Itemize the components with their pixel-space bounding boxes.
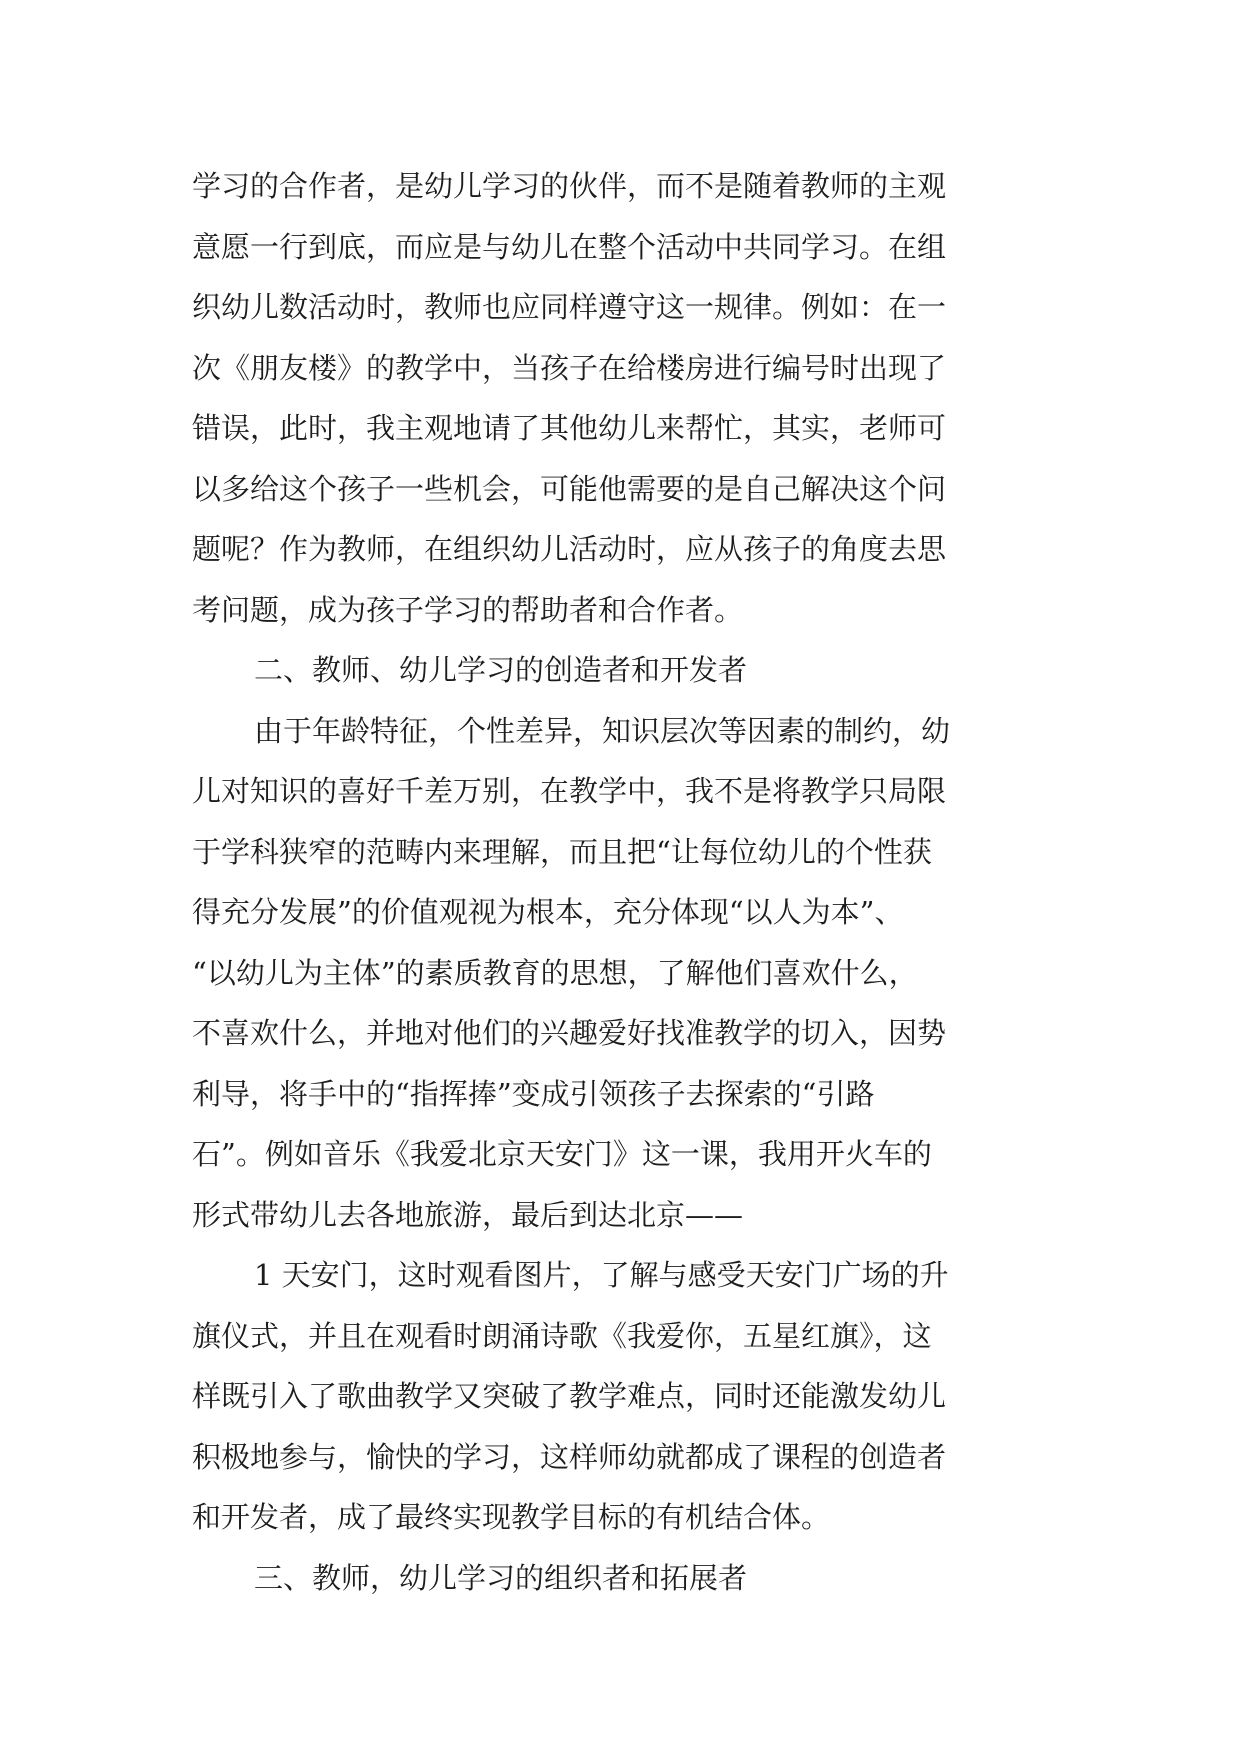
body-text <box>192 156 1052 1608</box>
text-line: 儿对知识的喜好千差万别，在教学中，我不是将教学只局限 <box>192 774 947 808</box>
text-line: 1 天安门，这时观看图片，了解与感受天安门广场的升 <box>254 1258 949 1292</box>
text-line: 错误，此时，我主观地请了其他幼儿来帮忙，其实，老师可 <box>192 411 947 445</box>
text-line: 旗仪式，并且在观看时朗涌诗歌《我爱你，五星红旗》，这 <box>192 1318 932 1353</box>
text-line: 考问题，成为孩子学习的帮助者和合作者。 <box>192 592 744 627</box>
text-line: 织幼儿数活动时，教师也应同样遵守这一规律。例如：在一 <box>192 290 947 324</box>
text-line: 于学科狭窄的范畴内来理解，而且把“让每位幼儿的个性获 <box>192 834 932 869</box>
text-line: 意愿一行到底，而应是与幼儿在整个活动中共同学习。在组 <box>192 229 947 264</box>
text-line: 次《朋友楼》的教学中，当孩子在给楼房进行编号时出现了 <box>192 350 947 385</box>
text-line: 三、教师，幼儿学习的组织者和拓展者 <box>254 1560 748 1595</box>
text-line: 题呢？作为教师，在组织幼儿活动时，应从孩子的角度去思 <box>192 532 947 566</box>
text-line: 积极地参与，愉快的学习，这样师幼就都成了课程的创造者 <box>192 1439 947 1474</box>
text-line: 以多给这个孩子一些机会，可能他需要的是自己解决这个问 <box>192 471 947 506</box>
text-line: 利导，将手中的“指挥捧”变成引领孩子去探索的“引路 <box>192 1076 875 1111</box>
text-line: 得充分发展”的价值观视为根本，充分体现“以人为本”、 <box>192 895 904 929</box>
text-line: “以幼儿为主体”的素质教育的思想，了解他们喜欢什么， <box>192 955 918 990</box>
text-line: 和开发者，成了最终实现教学目标的有机结合体。 <box>192 1500 831 1534</box>
text-line: 形式带幼儿去各地旅游，最后到达北京—— <box>192 1197 744 1232</box>
text-line: 学习的合作者，是幼儿学习的伙伴，而不是随着教师的主观 <box>192 169 947 203</box>
text-line: 由于年龄特征，个性差异，知识层次等因素的制约，幼 <box>254 713 951 748</box>
text-line: 石”。例如音乐《我爱北京天安门》这一课，我用开火车的 <box>192 1137 932 1171</box>
text-line: 不喜欢什么，并地对他们的兴趣爱好找准教学的切入，因势 <box>192 1016 947 1050</box>
text-line: 二、教师、幼儿学习的创造者和开发者 <box>254 653 748 687</box>
text-line: 样既引入了歌曲教学又突破了教学难点，同时还能激发幼儿 <box>192 1379 947 1413</box>
